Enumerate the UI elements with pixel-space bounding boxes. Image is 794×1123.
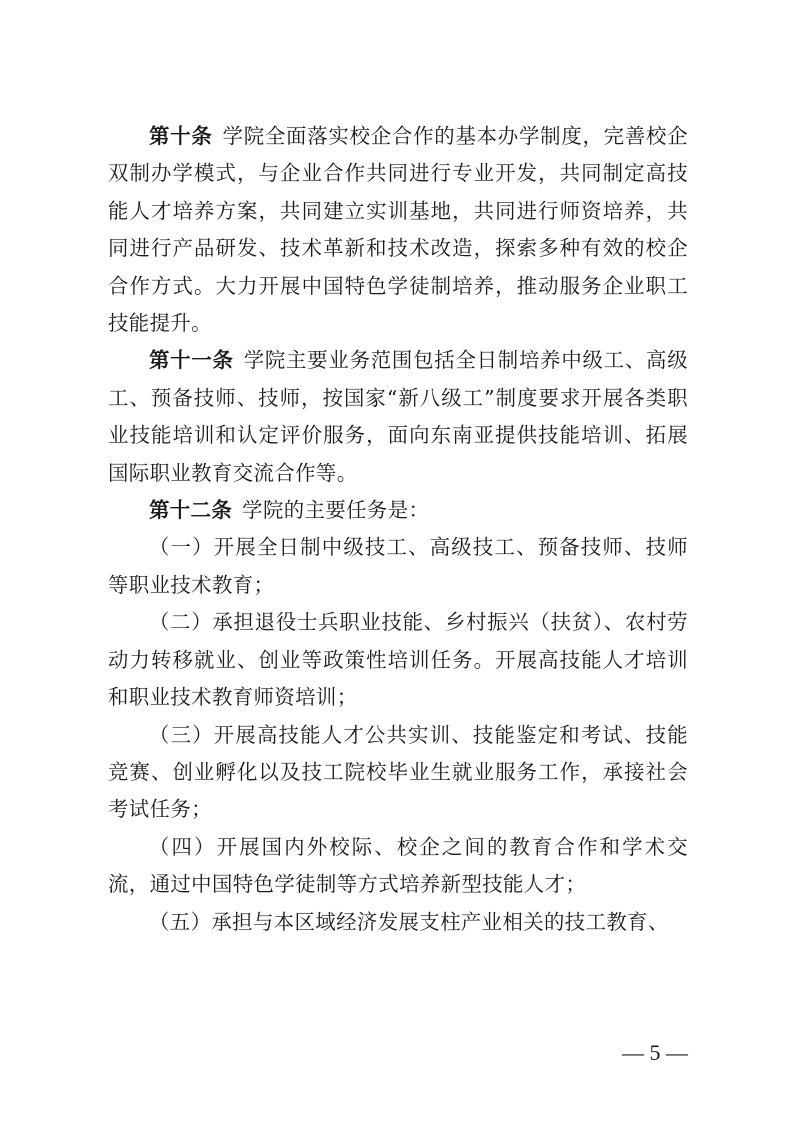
task-item-4: （四）开展国内外校际、校企之间的教育合作和学术交流，通过中国特色学徒制等方式培养新型技能人才； [108,834,688,897]
document-body [108,118,688,941]
article-12-text: 学院的主要任务是： [242,498,430,523]
article-10-heading: 第十条 [149,124,213,148]
page-number: — 5 — [622,1040,688,1065]
task-item-2: （二）承担退役士兵职业技能、乡村振兴（扶贫）、农村劳动力转移就业、创业等政策性培训任务。开展高技能人才培训和职业技术教育师资培训； [108,610,688,710]
article-11-text: 学院主要业务范围包括全日制培养中级工、高级工、预备技师、技师，按国家“新八级工”制度要求开展各类职业技能培训和认定评价服务，面向东南亚提供技能培训、拓展国际职业教育交流合作等。 [108,348,688,485]
article-10-paragraph [108,118,688,342]
article-11-heading: 第十一条 [149,348,234,373]
task-item-3: （三）开展高技能人才公共实训、技能鉴定和考试、技能竞赛、创业孵化以及技工院校毕业生就业服务工作，承接社会考试任务； [108,722,688,822]
article-12-heading: 第十二条 [149,498,233,523]
task-item-1: （一）开展全日制中级技工、高级技工、预备技师、技师等职业技术教育； [108,535,688,597]
task-item-5: （五）承担与本区域经济发展支柱产业相关的技工教育、 [149,909,669,934]
article-11-paragraph [108,342,688,492]
article-10-text: 学院全面落实校企合作的基本办学制度，完善校企双制办学模式，与企业合作共同进行专业开发，共同制定高技能人才培养方案，共同建立实训基地，共同进行师资培养，共同进行产品研发、技术革新和技术改造，探索多种有效的校企合作方式。大力开展中国特色学徒制培养，推动服务企业职工技能提升。 [108,124,688,336]
article-12-paragraph [108,492,688,529]
